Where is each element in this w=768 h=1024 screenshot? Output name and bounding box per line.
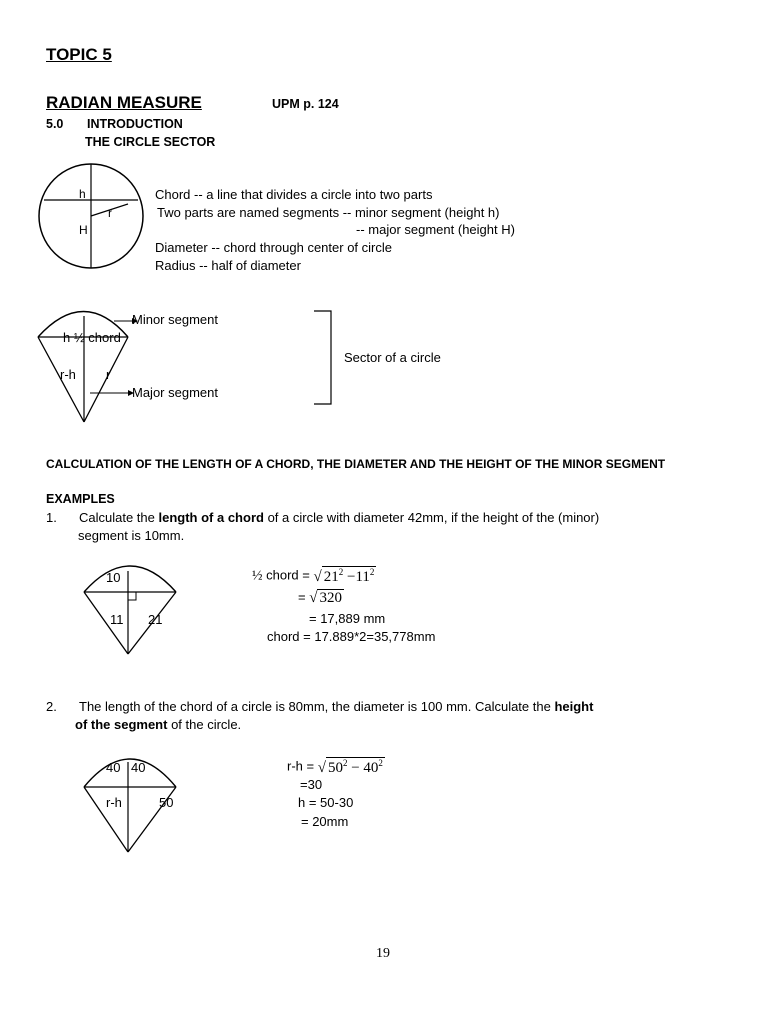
- page-title: RADIAN MEASURE: [46, 93, 202, 112]
- ex2-label-left: r-h: [106, 795, 122, 810]
- section-title: INTRODUCTION: [87, 117, 183, 131]
- definition-diameter: Diameter -- chord through center of circle: [155, 240, 392, 255]
- subsection-title: THE CIRCLE SECTOR: [85, 135, 216, 149]
- half-chord-label: h ½ chord: [63, 330, 121, 345]
- radius-label: r: [106, 367, 111, 382]
- minor-segment-label: Minor segment: [132, 312, 218, 327]
- r-minus-h-label: r-h: [60, 367, 76, 382]
- example2-text: The length of the chord of a circle is 80mm, the diameter is 100 mm. Calculate the height: [79, 699, 594, 714]
- ex1-work-line1: ½ chord = √ $21^2 -11^2$: [252, 567, 375, 585]
- definition-radius: Radius -- half of diameter: [155, 258, 301, 273]
- definition-major-segment: -- major segment (height H): [356, 222, 515, 237]
- ex2-label-right: 50: [159, 795, 174, 810]
- definition-chord: Chord -- a line that divides a circle into two parts: [155, 187, 433, 202]
- example2-number: 2.: [46, 699, 57, 714]
- page-number: 19: [376, 946, 390, 961]
- ex2-work-line2: =30: [300, 777, 323, 792]
- ex2-work-line1: r-h = √ $50^2 - 40^2$: [287, 758, 383, 776]
- ex1-label-top: 10: [106, 570, 121, 585]
- ex1-work-line3: = 17,889 mm: [309, 611, 386, 626]
- example2-text-line2: of the segment of the circle.: [75, 717, 242, 732]
- ex1-label-left: 11: [110, 612, 124, 627]
- ex2-label-top-left: 40: [106, 760, 121, 775]
- segment-arc: [84, 759, 176, 787]
- ex1-work-line4: chord = 17.889*2=35,778mm: [267, 629, 436, 644]
- major-segment-label: Major segment: [132, 385, 218, 400]
- example1-number: 1.: [46, 510, 57, 525]
- examples-heading: EXAMPLES: [46, 492, 115, 506]
- ex2-label-top-right: 40: [131, 760, 146, 775]
- topic-heading: TOPIC 5: [46, 45, 112, 64]
- section-number: 5.0: [46, 117, 64, 131]
- sector-label: Sector of a circle: [344, 350, 441, 365]
- example1-text-line2: segment is 10mm.: [78, 528, 185, 543]
- label-H: H: [79, 223, 88, 237]
- ex2-work-line4: = 20mm: [301, 814, 349, 829]
- ex1-label-right: 21: [148, 612, 163, 627]
- label-h: h: [79, 187, 86, 201]
- definition-segments: Two parts are named segments -- minor segment (height h): [157, 205, 500, 220]
- ex2-work-line3: h = 50-30: [298, 795, 354, 810]
- example1-text: Calculate the length of a chord of a circle with diameter 42mm, if the height of the (minor): [79, 510, 600, 525]
- reference: UPM p. 124: [272, 97, 339, 111]
- label-r: r: [108, 206, 112, 220]
- calc-heading: CALCULATION OF THE LENGTH OF A CHORD, THE DIAMETER AND THE HEIGHT OF THE MINOR SEGMENT: [46, 457, 666, 471]
- ex1-work-line2: = √ 320: [298, 589, 342, 606]
